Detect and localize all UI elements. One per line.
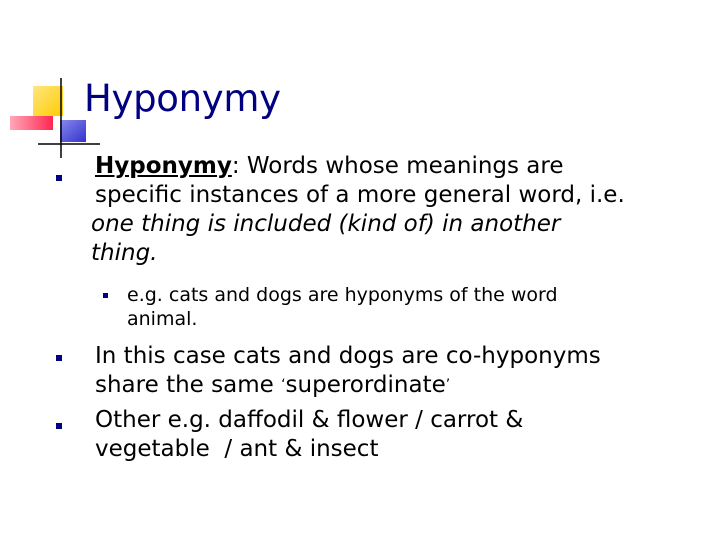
logo-yellow-square	[33, 86, 63, 116]
logo-blue-square	[60, 120, 86, 142]
bullet-2-text	[95, 342, 601, 400]
sub-bullet-marker-1	[103, 293, 108, 298]
close-quote: ’	[445, 377, 451, 393]
bullet-2-line-1: In this case cats and dogs are co-hyponyms	[95, 343, 601, 369]
slide-title: Hyponymy	[84, 77, 281, 120]
bullet-1-line-2: specific instances of a more general word, i.e.	[95, 182, 625, 208]
sub-bullet-1-line-2: animal.	[127, 308, 198, 330]
logo-red-bar	[10, 116, 53, 130]
bullet-1-line-3: one thing is included (kind of) in another	[91, 211, 561, 237]
open-quote: ‘	[281, 377, 286, 393]
bullet-1-text	[91, 152, 625, 268]
bullet-3-text	[95, 406, 523, 464]
bullet-1-line-4: thing.	[91, 240, 158, 266]
term-hyponymy: Hyponymy	[95, 153, 232, 179]
bullet-2-line-2: share the same	[95, 372, 282, 398]
bullet-marker-2	[56, 355, 62, 361]
sub-bullet-1-text	[127, 283, 558, 331]
sub-bullet-1-line-1: e.g. cats and dogs are hyponyms of the word	[127, 284, 558, 306]
bullet-3-line-1: Other e.g. daffodil & flower / carrot &	[95, 407, 524, 433]
bullet-marker-3	[56, 423, 62, 429]
bullet-marker-1	[56, 175, 62, 181]
bullet-1-line-1: : Words whose meanings are	[231, 153, 564, 179]
quoted-word: superordinate	[285, 372, 446, 398]
bullet-3-line-2: vegetable / ant & insect	[95, 436, 379, 462]
